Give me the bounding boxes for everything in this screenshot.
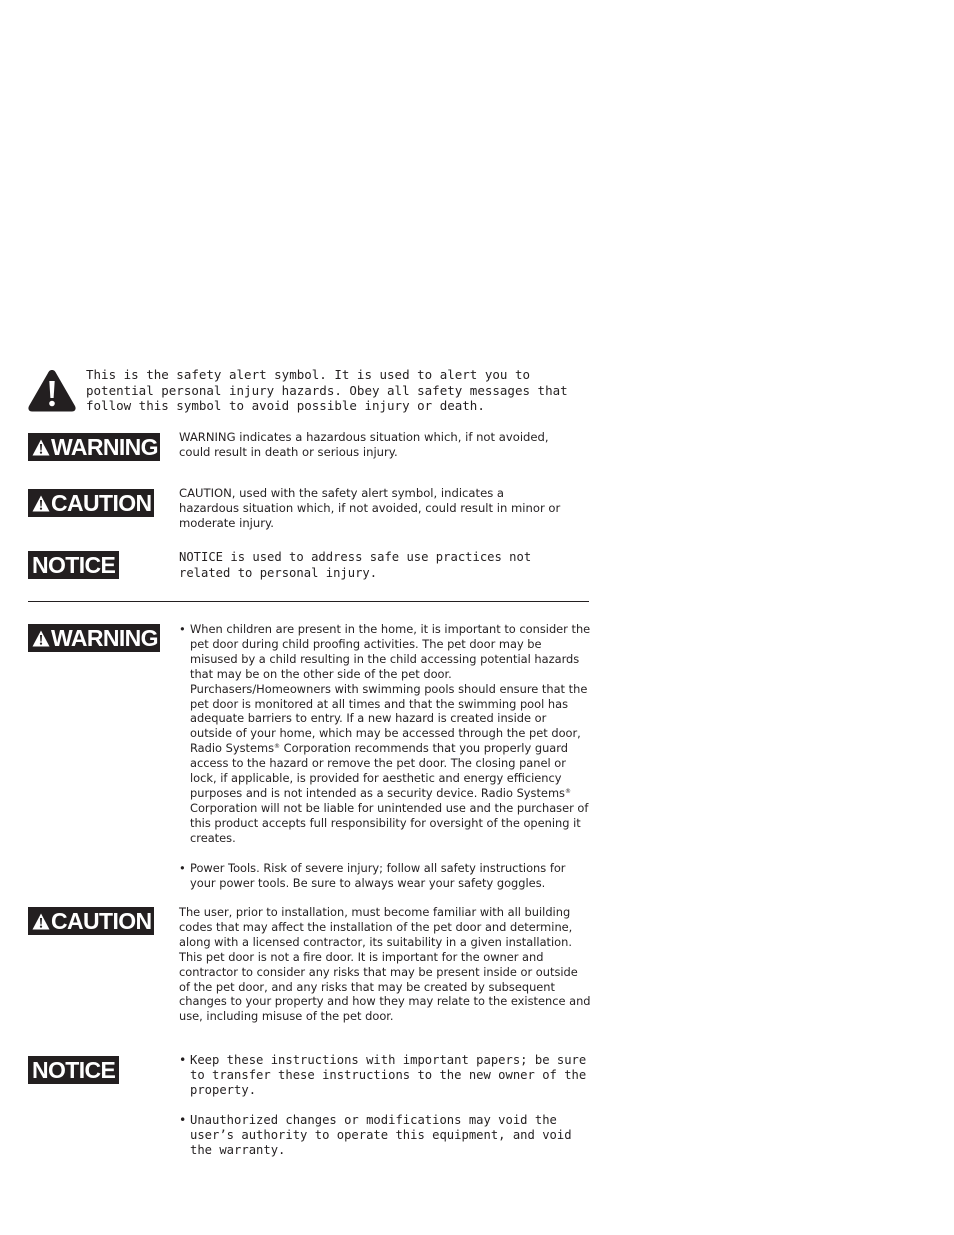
- notice-bullet-keep-instructions: [179, 1053, 591, 1098]
- warning-label-definition: WARNING: [28, 433, 160, 461]
- bullet-mark: •: [179, 622, 186, 636]
- notice-label-definition: NOTICE: [28, 551, 119, 579]
- notice-bullet-unauthorized-changes-text: Unauthorized changes or modifications may void the user’s authority to operate this equipment, and void the warranty.: [190, 1113, 572, 1157]
- notice-label: NOTICE: [28, 1056, 119, 1084]
- caution-triangle-icon: [32, 913, 50, 930]
- caution-definition-text: CAUTION, used with the safety alert symbol, indicates a hazardous situation which, if not avoided, could result in minor or moderate injury.: [179, 486, 561, 530]
- notice-bullet-unauthorized-changes: [179, 1113, 591, 1158]
- warning-bullet-children-text-2: Corporation recommends that you properly guard access to the hazard or remove the pet door. The closing panel or lock, if applicable, is provided for aesthetic and energy efficiency purposes and is not intended as a security device. Radio Systems: [190, 741, 568, 800]
- caution-triangle-icon: [32, 495, 50, 512]
- registered-mark: ®: [564, 787, 571, 795]
- section-divider: [28, 601, 589, 602]
- warning-bullet-children-text-3: Corporation will not be liable for unintended use and the purchaser of this product accepts full responsibility for oversight of the opening it creates.: [190, 800, 589, 845]
- warning-definition-text: WARNING indicates a hazardous situation which, if not avoided, could result in death or serious injury.: [179, 430, 549, 459]
- caution-label-definition: CAUTION: [28, 489, 154, 517]
- warning-bullet-power-tools-text: Power Tools. Risk of severe injury; follow all safety instructions for your power tools. Be sure to always wear your safety goggles.: [190, 860, 566, 890]
- safety-alert-description: This is the safety alert symbol. It is used to alert you to potential personal injury hazards. Obey all safety messages that follow this symbol to avoid possible injury or death.: [86, 367, 568, 413]
- warning-bullet-power-tools: [179, 861, 591, 891]
- warning-bullet-list: [179, 622, 591, 890]
- warning-label: WARNING: [28, 624, 160, 652]
- bullet-mark: •: [179, 860, 186, 875]
- notice-definition-text: NOTICE is used to address safe use practices not related to personal injury.: [179, 550, 532, 580]
- warning-triangle-icon: [32, 439, 50, 456]
- safety-alert-icon: [27, 368, 77, 413]
- bullet-mark: •: [179, 1113, 187, 1127]
- warning-bullet-children: [179, 622, 591, 846]
- notice-bullet-keep-instructions-text: Keep these instructions with important papers; be sure to transfer these instructions to the new owner of the property.: [190, 1053, 587, 1097]
- warning-triangle-icon: [32, 630, 50, 647]
- bullet-mark: •: [179, 1053, 187, 1067]
- registered-mark: ®: [274, 743, 281, 751]
- warning-bullet-children-text-1: When children are present in the home, it is important to consider the pet door during child proofing activities. The pet door may be misused by a child resulting in the child accessing potential hazards that may be on the other side of the pet door. Purchasers/Homeowners with swimming pools should ensure that the pet door is monitored at all times and that the swimming pool has adequate barriers to entry. If a new hazard is created inside or outside of your home, which may be accessed through the pet door, Radio Systems: [190, 622, 591, 756]
- notice-bullet-list: [179, 1053, 591, 1158]
- caution-label: CAUTION: [28, 907, 154, 935]
- caution-text: The user, prior to installation, must become familiar with all building codes that may affect the installation of the pet door and determine, along with a licensed contractor, its suitability in a given installation. This pet door is not a fire door. It is important for the owner and contractor to consider any risks that may be present inside or outside of the pet door, and any risks that may be created by subsequent changes to your property and how they may relate to the existence and use, including misuse of the pet door.: [179, 905, 591, 1024]
